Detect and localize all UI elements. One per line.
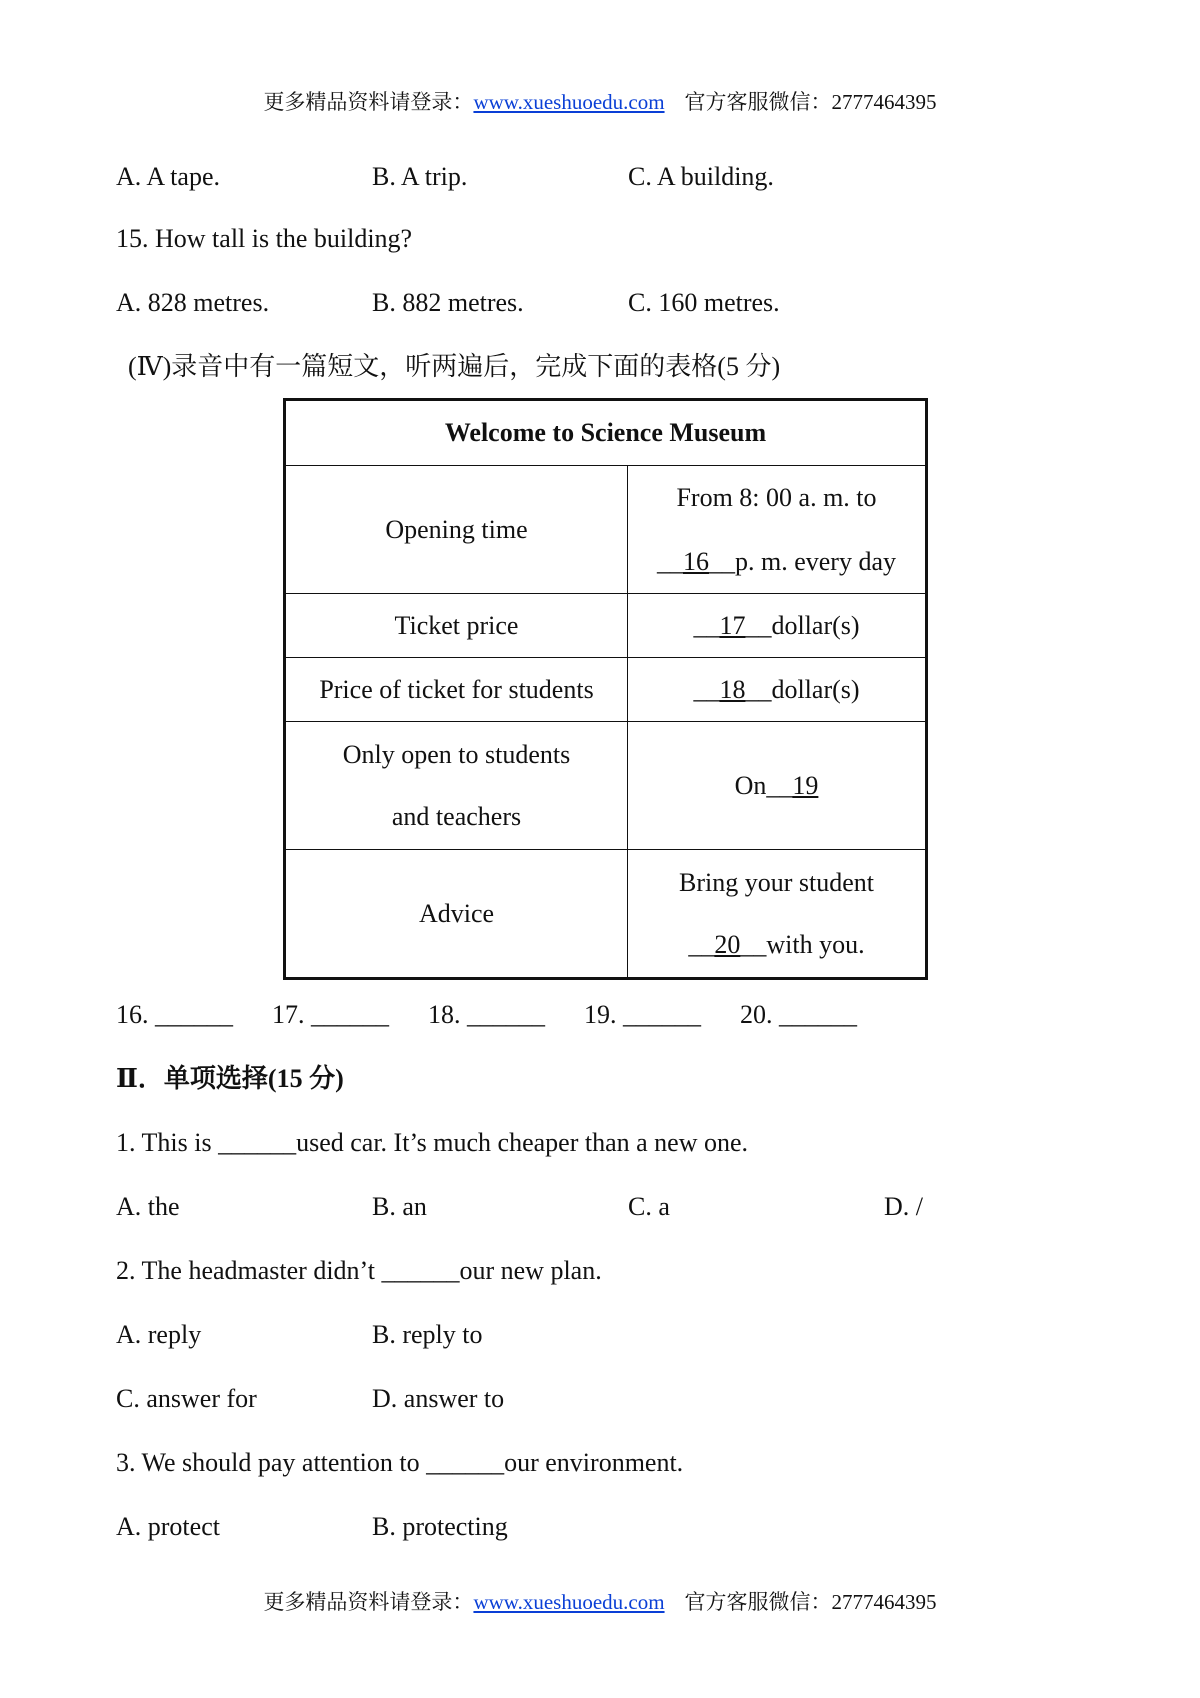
answer-blank: 19. ______ [584,1000,701,1029]
footer-link[interactable]: www.xueshuoedu.com [473,1590,665,1614]
row-label: Ticket price [285,594,628,658]
table-title: Welcome to Science Museum [285,400,927,466]
table-row [285,850,927,979]
option-b: B. A trip. [372,162,468,191]
option-c: C. a [628,1192,670,1221]
option-d: D. / [884,1192,923,1221]
answer-blank: 16. ______ [116,1000,233,1029]
blank-16: 16 [682,546,709,576]
option-d: D. answer to [372,1384,505,1413]
option-c: C. A building. [628,162,774,191]
header-service: 官方客服微信：2777464395 [684,90,937,114]
blank-20: 20 [714,929,741,959]
option-b: B. protecting [372,1512,508,1541]
row-label: Price of ticket for students [285,658,628,722]
section2-title: Ⅱ．单项选择(15 分) [116,1064,344,1093]
answer-blank: 18. ______ [428,1000,545,1029]
row-label: Opening time [285,466,628,594]
option-c: C. 160 metres. [628,288,780,317]
table-row [285,722,927,850]
table-row [285,594,927,658]
question-1: 1. This is ______used car. It’s much cheaper than a new one. [116,1128,749,1157]
row-label: Advice [285,850,628,979]
table-row [285,466,927,594]
option-a: A. the [116,1192,180,1221]
option-b: B. an [372,1192,427,1221]
q15-question: 15. How tall is the building? [116,224,413,253]
row-value: Bring your student __20__with you. [628,850,927,979]
option-a: A. protect [116,1512,220,1541]
header-prefix: 更多精品资料请登录： [263,90,474,114]
blank-17: 17 [719,610,746,640]
answer-blank: 20. ______ [740,1000,857,1029]
option-a: A. A tape. [116,162,220,191]
section4-title: (Ⅳ)录音中有一篇短文，听两遍后，完成下面的表格(5 分) [128,352,781,381]
footer-service: 官方客服微信：2777464395 [684,1590,937,1614]
row-value: From 8: 00 a. m. to __16__p. m. every day [628,466,927,594]
museum-table [283,398,928,980]
answer-blank: 17. ______ [272,1000,389,1029]
table-row [285,658,927,722]
option-c: C. answer for [116,1384,257,1413]
row-value: __18__dollar(s) [628,658,927,722]
row-label: Only open to students and teachers [285,722,628,850]
question-2: 2. The headmaster didn’t ______our new plan. [116,1256,602,1285]
page-header [0,88,1200,116]
question-3: 3. We should pay attention to ______our environment. [116,1448,684,1477]
row-value: On__19 [628,722,927,850]
page-footer [0,1588,1200,1616]
option-b: B. 882 metres. [372,288,524,317]
option-b: B. reply to [372,1320,483,1349]
row-value: __17__dollar(s) [628,594,927,658]
header-link[interactable]: www.xueshuoedu.com [473,90,665,114]
blank-18: 18 [719,674,746,704]
option-a: A. 828 metres. [116,288,270,317]
option-a: A. reply [116,1320,202,1349]
footer-prefix: 更多精品资料请登录： [263,1590,474,1614]
blank-19: 19 [792,770,819,800]
